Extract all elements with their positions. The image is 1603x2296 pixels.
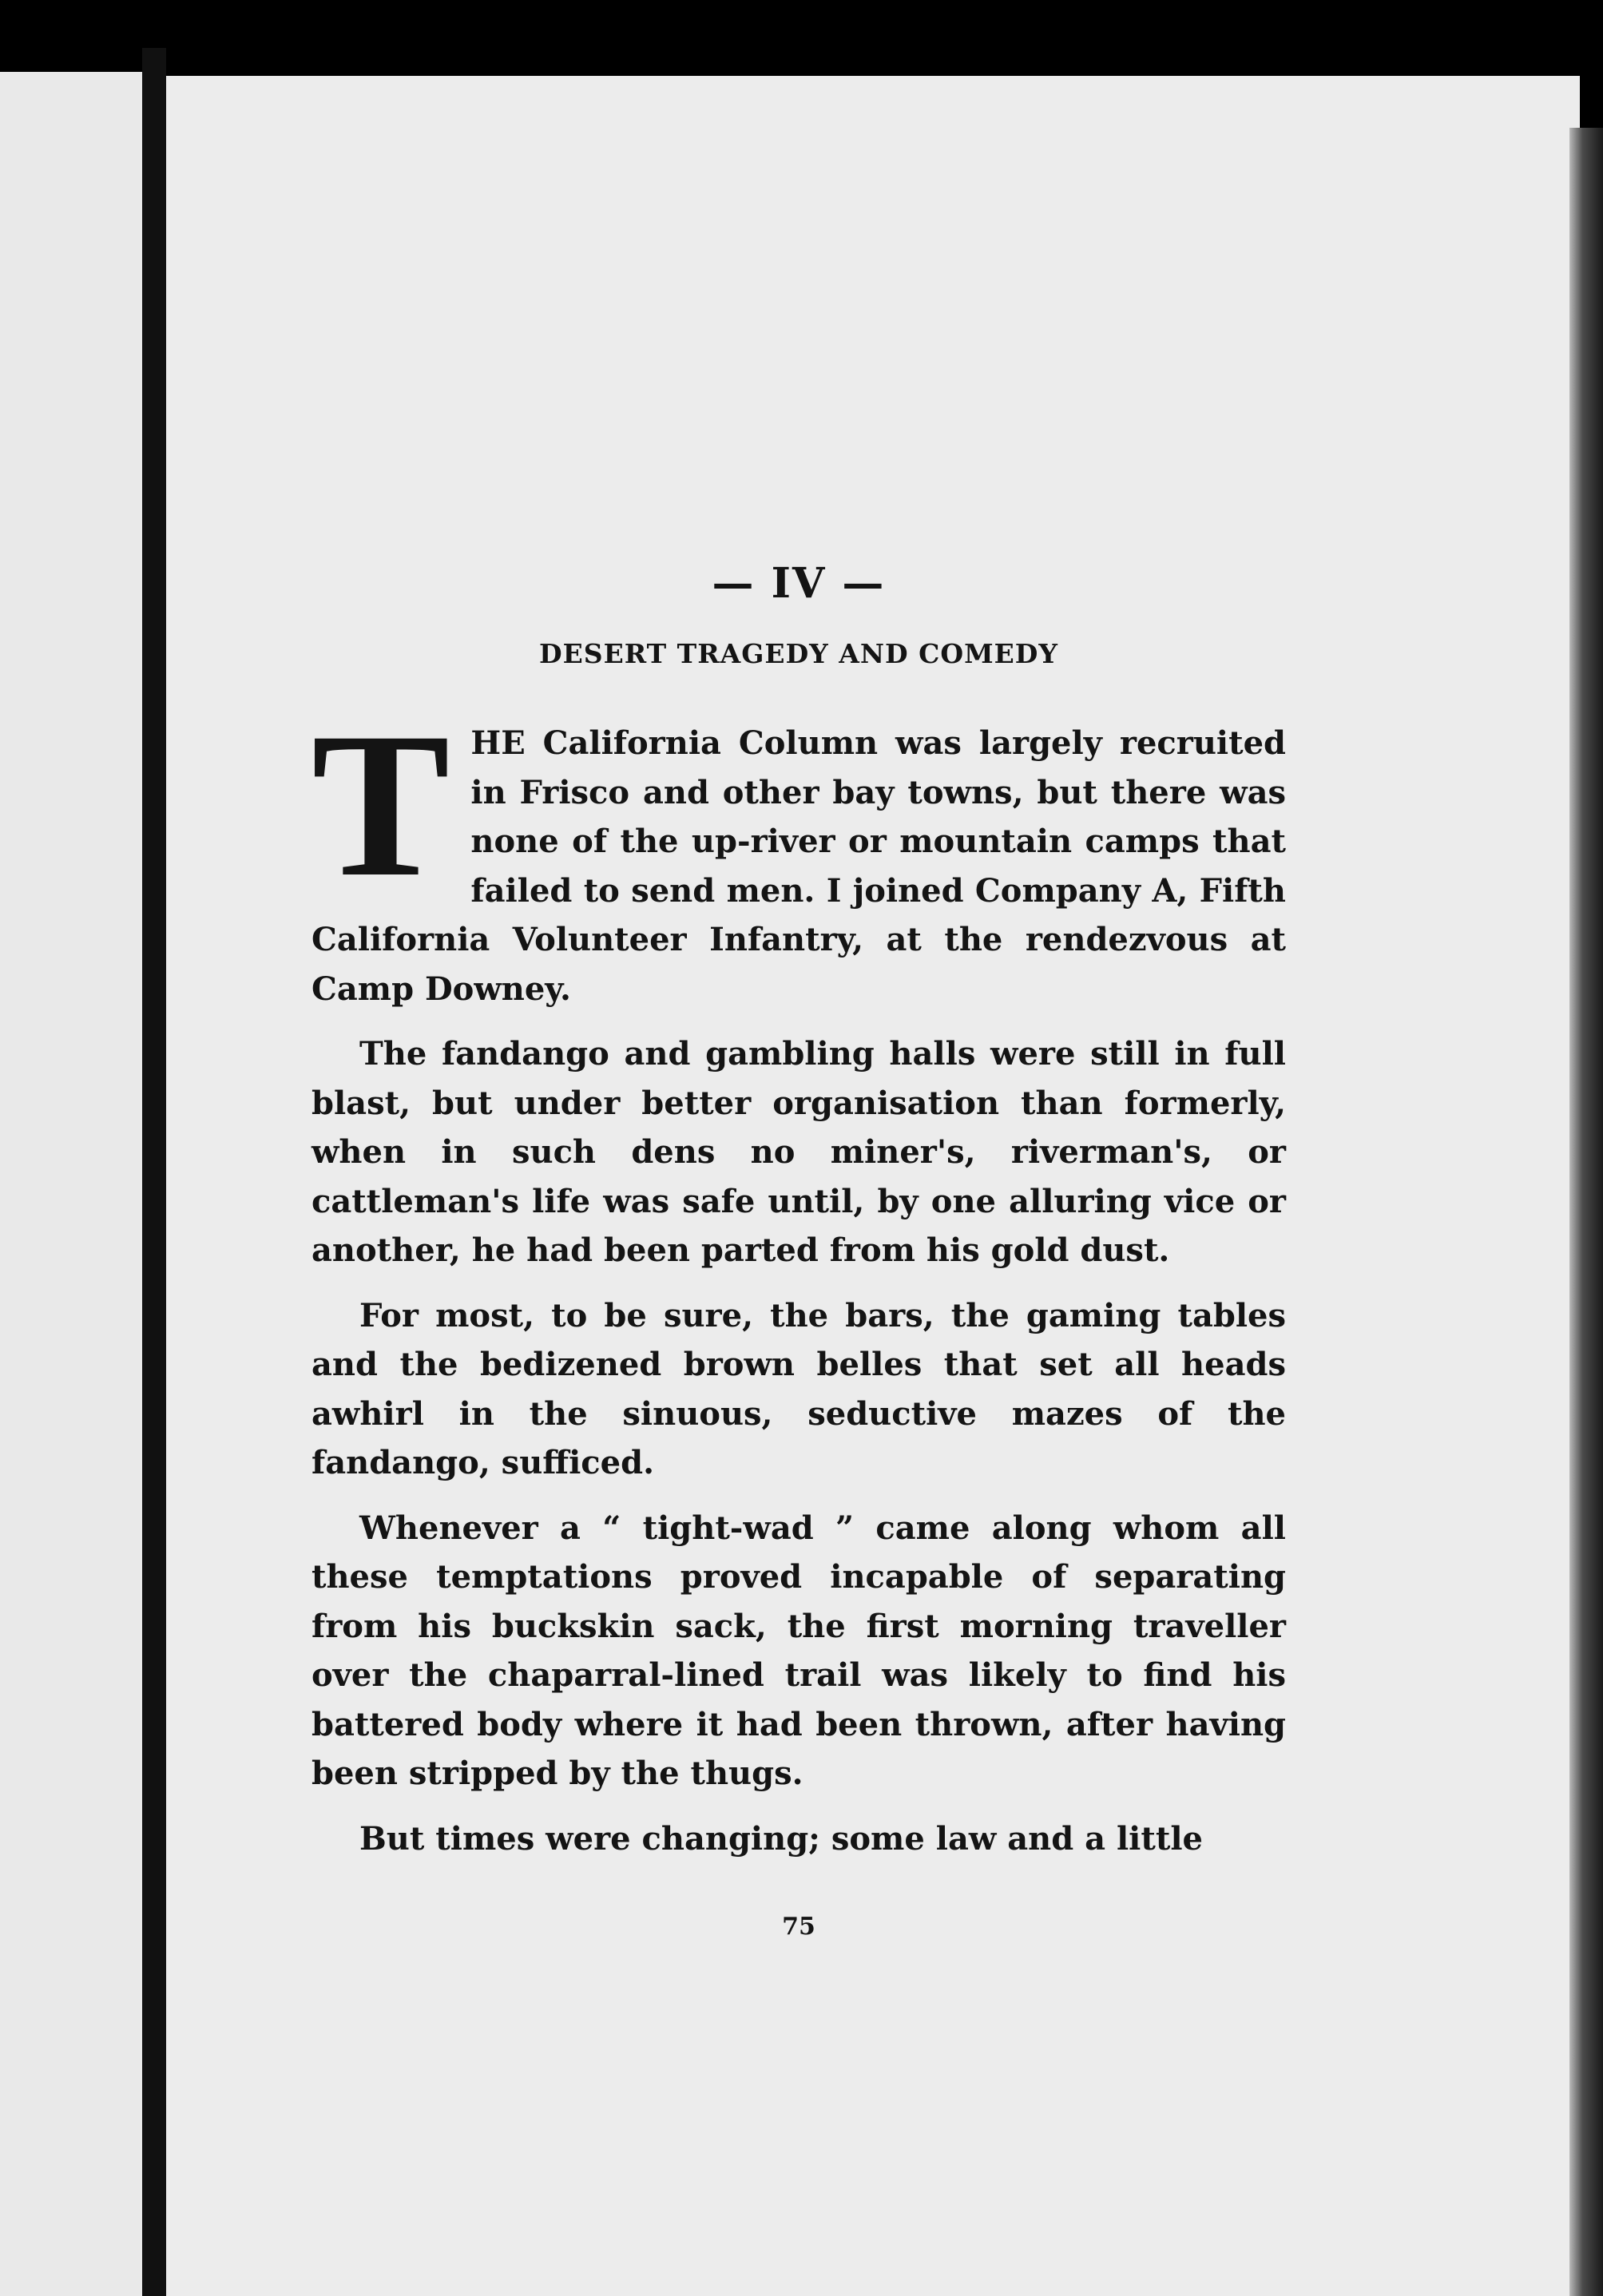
paragraph-1-text: HE California Column was largely recruited in Frisco and other bay towns, but there was none of the up-river or mountain camps that failed to send men. I joined Company A, Fifth California Volunteer Infantry, at the rendezvous at Camp Downey. bbox=[311, 724, 1286, 1008]
chapter-title: DESERT TRAGEDY AND COMEDY bbox=[539, 638, 1058, 669]
paragraph-4: Whenever a “ tight-wad ” came along whom all these temptations proved incapable of separating from his buckskin sack, the first morning traveller over the chaparral-lined trail was likely to find his battered body where it had been thrown, after having been stripped by the thugs. bbox=[311, 1509, 1286, 1792]
left-page-fragment bbox=[0, 72, 142, 2296]
paragraph-5: But times were changing; some law and a little bbox=[359, 1819, 1203, 1858]
chapter-number: — IV — bbox=[712, 559, 886, 608]
paragraph-2: The fandango and gambling halls were still in full blast, but under better organisation than formerly, when in such dens no miner's, riverman's, or cattleman's life was safe until, by one alluring vice or another, he had been parted from his gold dust. bbox=[311, 1035, 1286, 1269]
drop-cap: T bbox=[311, 690, 450, 920]
page-number: 75 bbox=[782, 1913, 815, 1941]
paragraph-1 bbox=[311, 690, 1286, 1013]
paragraph-3: For most, to be sure, the bars, the gaming tables and the bedizened brown belles that set all heads awhirl in the sinuous, seductive mazes of the fandango, sufficed. bbox=[311, 1296, 1286, 1481]
page-text bbox=[311, 559, 1286, 1941]
page-edge-shadow bbox=[1569, 128, 1603, 2296]
gutter-shadow bbox=[142, 48, 166, 2296]
